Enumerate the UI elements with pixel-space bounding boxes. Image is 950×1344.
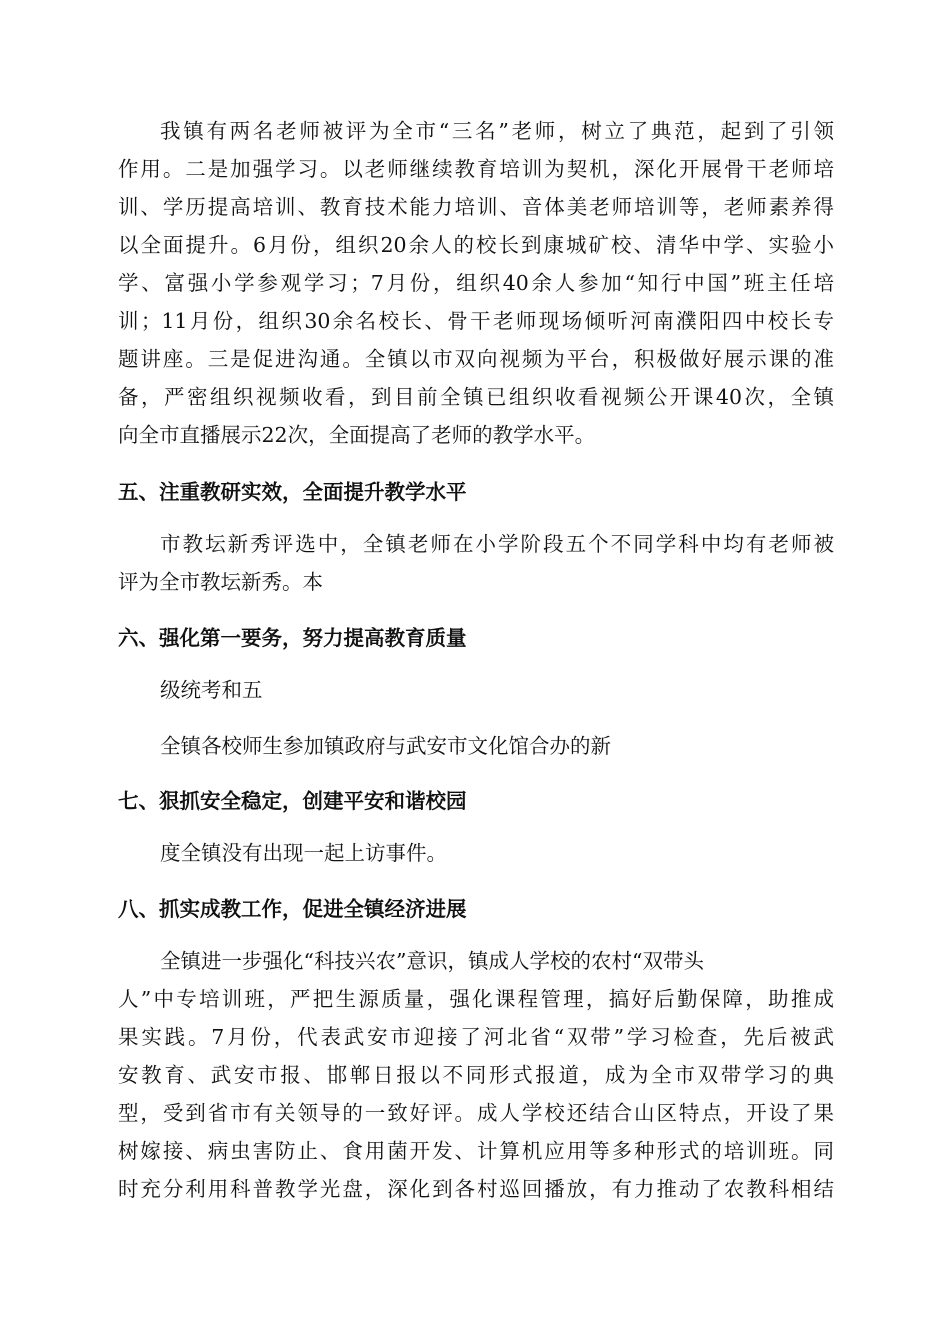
paragraph-line: 度全镇没有出现一起上访事件。 bbox=[160, 841, 447, 865]
section-heading-6: 六、强化第一要务，努力提高教育质量 bbox=[118, 626, 467, 650]
paragraph-line: 作用。二是加强学习。以老师继续教育培训为契机，深化开展骨干老师培 bbox=[118, 157, 834, 181]
paragraph-line: 训、学历提高培训、教育技术能力培训、音体美老师培训等，老师素养得 bbox=[118, 195, 834, 219]
paragraph-line: 我镇有两名老师被评为全市“三名”老师，树立了典范，起到了引领 bbox=[160, 119, 834, 143]
paragraph-line: 备，严密组织视频收看，到目前全镇已组织收看视频公开课40次，全镇 bbox=[118, 385, 834, 409]
paragraph-line: 以全面提升。6月份，组织20余人的校长到康城矿校、清华中学、实验小 bbox=[118, 233, 834, 257]
paragraph-line: 学、富强小学参观学习；7月份，组织40余人参加“知行中国”班主任培 bbox=[118, 271, 834, 295]
paragraph-line: 树嫁接、病虫害防止、食用菌开发、计算机应用等多种形式的培训班。同 bbox=[118, 1139, 834, 1163]
paragraph-line: 级统考和五 bbox=[160, 678, 263, 702]
paragraph-line: 市教坛新秀评选中，全镇老师在小学阶段五个不同学科中均有老师被 bbox=[160, 532, 834, 556]
paragraph-line: 果实践。7月份，代表武安市迎接了河北省“双带”学习检查，先后被武 bbox=[118, 1025, 834, 1049]
paragraph-line: 全镇各校师生参加镇政府与武安市文化馆合办的新 bbox=[160, 734, 611, 758]
paragraph-line: 安教育、武安市报、邯郸日报以不同形式报道，成为全市双带学习的典 bbox=[118, 1063, 834, 1087]
paragraph-line: 题讲座。三是促进沟通。全镇以市双向视频为平台，积极做好展示课的准 bbox=[118, 347, 834, 371]
paragraph-line: 向全市直播展示22次，全面提高了老师的教学水平。 bbox=[118, 423, 596, 447]
section-heading-8: 八、抓实成教工作，促进全镇经济进展 bbox=[118, 897, 467, 921]
paragraph-line: 全镇进一步强化“科技兴农”意识，镇成人学校的农村“双带头 bbox=[160, 949, 704, 973]
paragraph-line: 评为全市教坛新秀。本 bbox=[118, 570, 323, 594]
paragraph-line: 时充分利用科普教学光盘，深化到各村巡回播放，有力推动了农教科相结 bbox=[118, 1177, 834, 1201]
paragraph-line: 人”中专培训班，严把生源质量，强化课程管理，搞好后勤保障，助推成 bbox=[118, 987, 834, 1011]
section-heading-5: 五、注重教研实效，全面提升教学水平 bbox=[118, 480, 467, 504]
paragraph-line: 训；11月份，组织30余名校长、骨干老师现场倾听河南濮阳四中校长专 bbox=[118, 309, 834, 333]
paragraph-line: 型，受到省市有关领导的一致好评。成人学校还结合山区特点，开设了果 bbox=[118, 1101, 834, 1125]
section-heading-7: 七、狠抓安全稳定，创建平安和谐校园 bbox=[118, 789, 467, 813]
